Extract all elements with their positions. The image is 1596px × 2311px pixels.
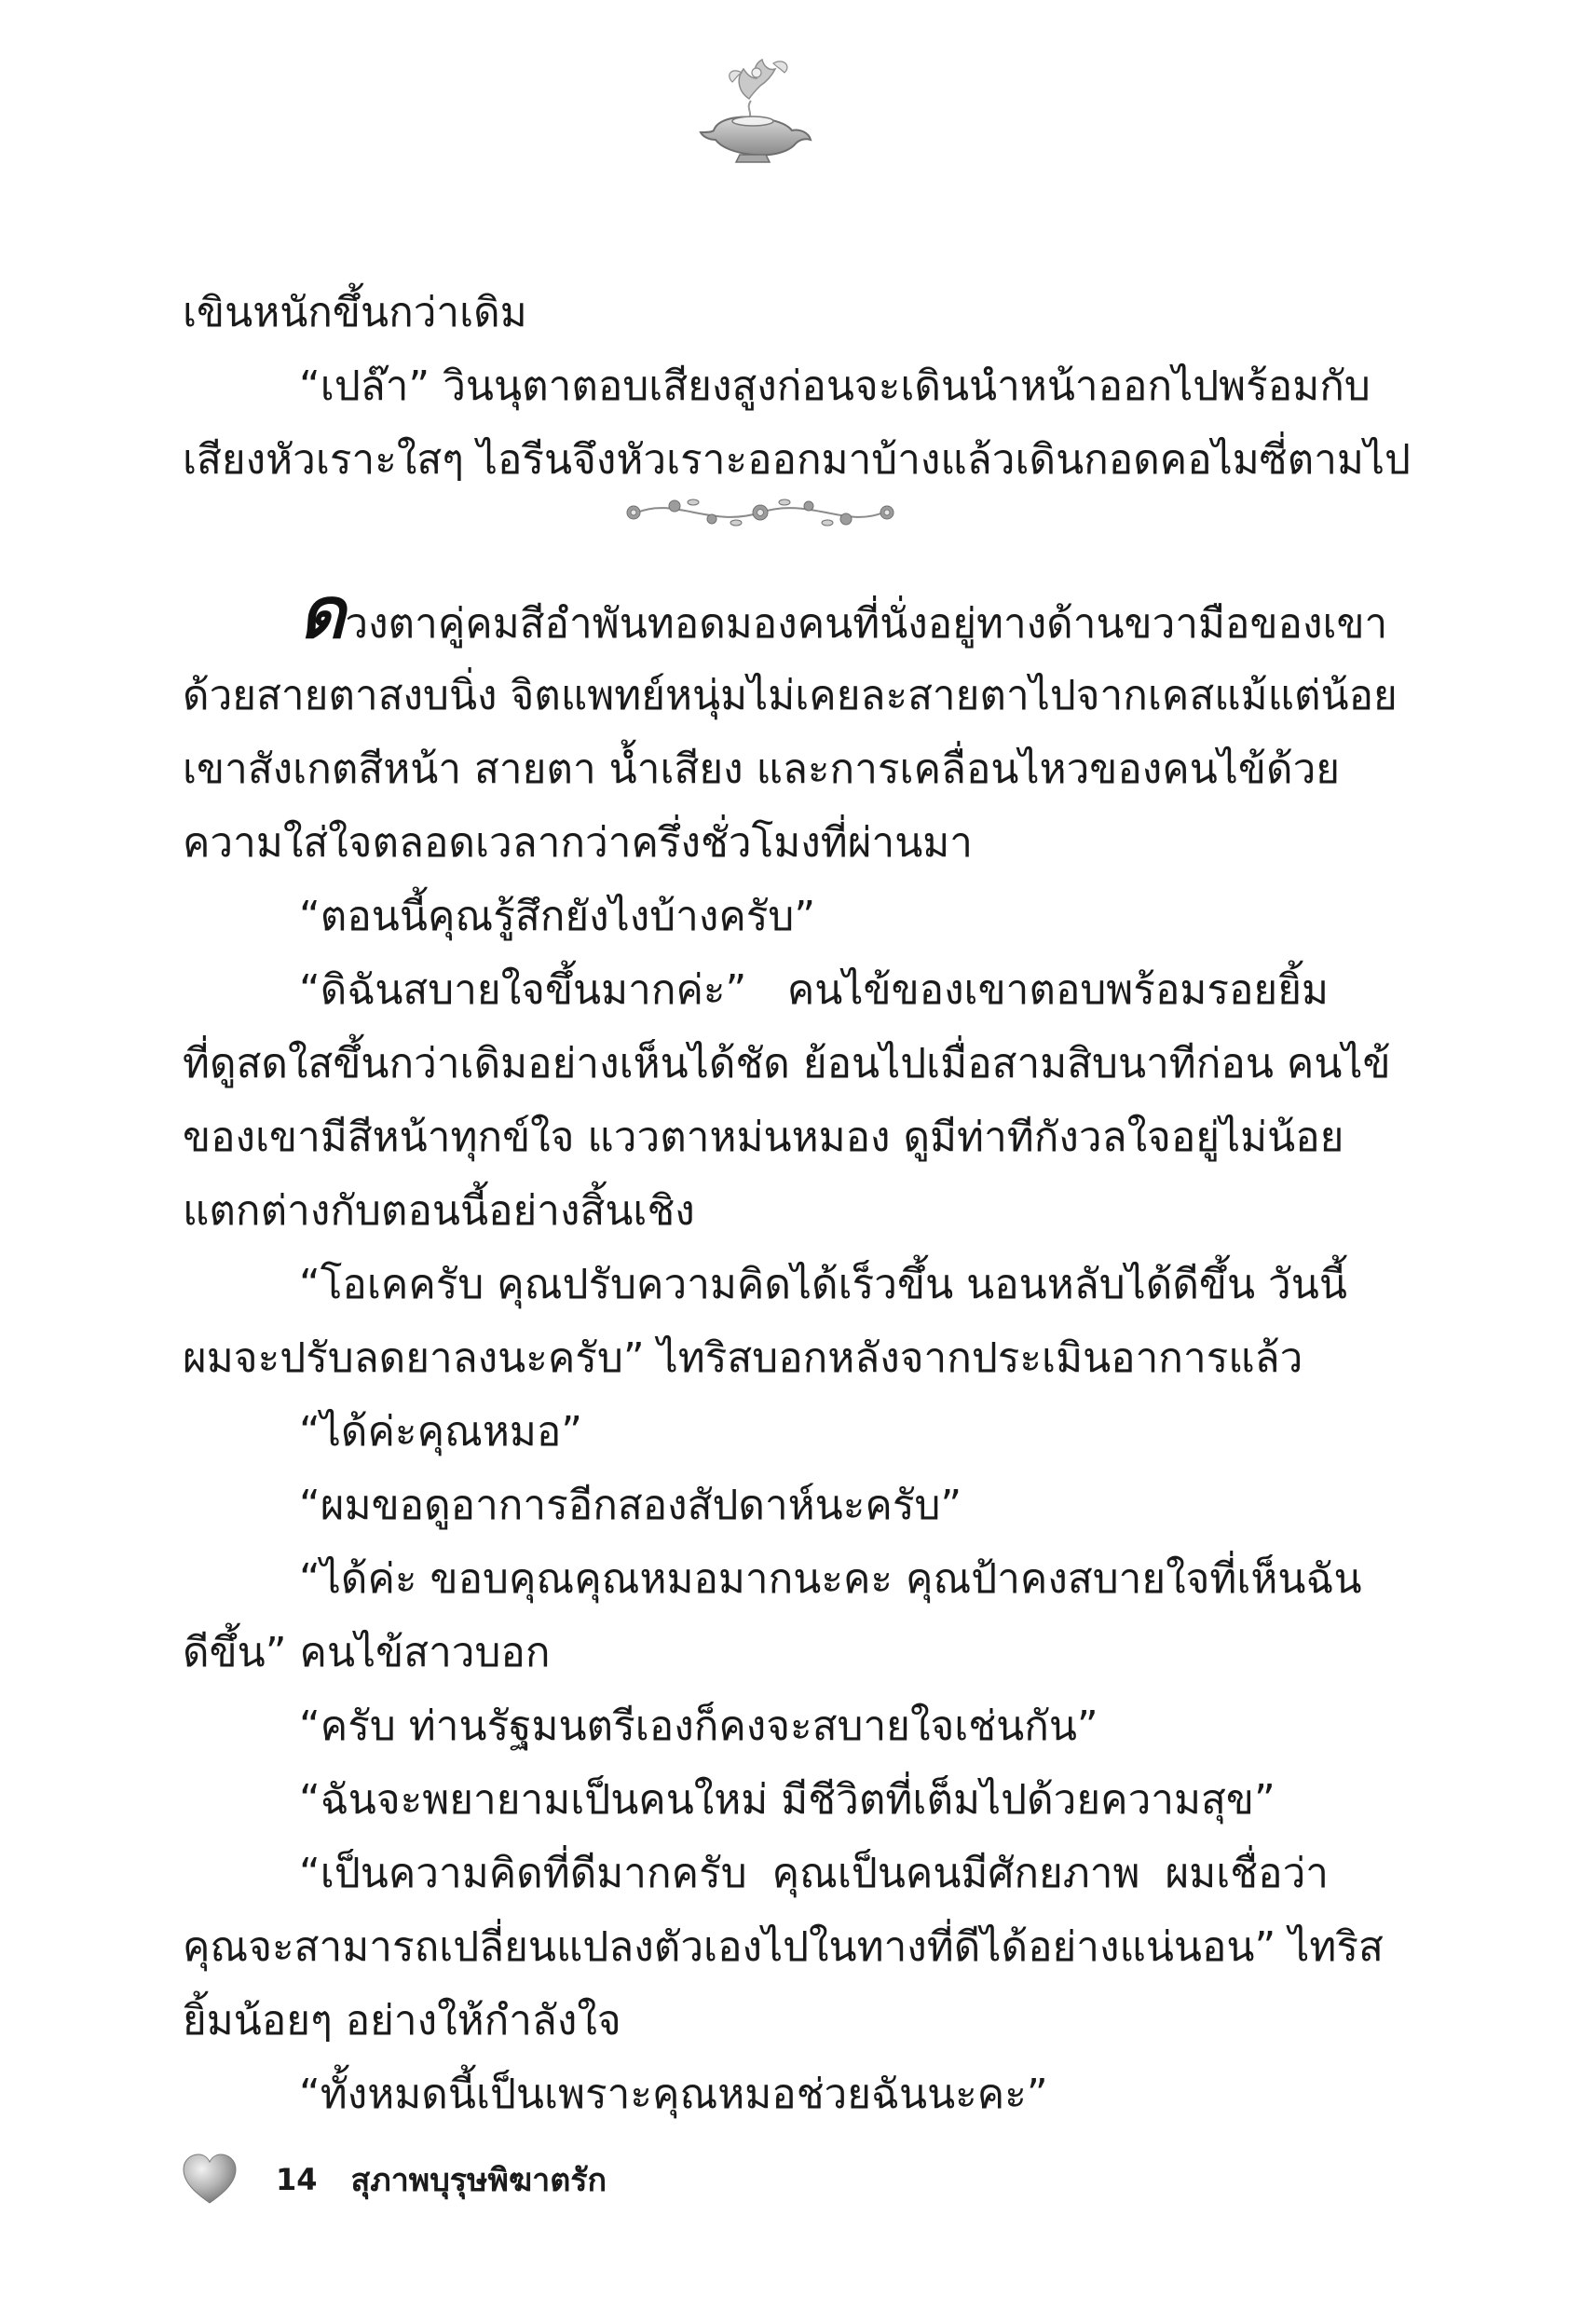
paragraph-first-line <box>183 571 1388 659</box>
paragraph-line: ความใส่ใจตลอดเวลากว่าครึ่งชั่วโมงที่ผ่านมา <box>183 819 973 867</box>
paragraph-line: คุณจะสามารถเปลี่ยนแปลงตัวเองไปในทางที่ดีได้อย่างแน่นอน” ไทริส <box>183 1923 1384 1971</box>
paragraph-line: แตกต่างกับตอนนี้อย่างสิ้นเชิง <box>183 1187 695 1235</box>
paragraph-line: ยิ้มน้อยๆ อย่างให้กำลังใจ <box>183 1997 621 2044</box>
heart-icon <box>181 2153 239 2207</box>
paragraph-line: ที่ดูสดใสขึ้นกว่าเดิมอย่างเห็นได้ชัด ย้อนไปเมื่อสามสิบนาทีก่อน คนไข้ <box>183 1040 1391 1087</box>
page-number: 14 <box>276 2162 318 2197</box>
page-footer <box>181 2149 607 2210</box>
dialogue-line: “ผมขอดูอาการอีกสองสัปดาห์นะครับ” <box>299 1482 962 1529</box>
dialogue-line: “ได้ค่ะ ขอบคุณคุณหมอมากนะคะ คุณป้าคงสบายใจที่เห็นฉัน <box>299 1555 1362 1603</box>
drop-cap: ด <box>299 571 346 654</box>
paragraph-line: เขาสังเกตสีหน้า สายตา น้ำเสียง และการเคลื่อนไหวของคนไข้ด้วย <box>183 745 1341 793</box>
first-line-text: วงตาคู่คมสีอำพันทอดมองคนที่นั่งอยู่ทางด้านขวามือของเขา <box>345 600 1388 648</box>
dialogue-line: “ฉันจะพยายามเป็นคนใหม่ มีชีวิตที่เต็มไปด้วยความสุข” <box>299 1776 1275 1824</box>
paragraph-line: ของเขามีสีหน้าทุกข์ใจ แววตาหม่นหมอง ดูมีท่าทีกังวลใจอยู่ไม่น้อย <box>183 1114 1344 1161</box>
floral-divider-icon <box>619 489 902 536</box>
dialogue-line: “ได้ค่ะคุณหมอ” <box>299 1408 583 1456</box>
genie-lamp-icon <box>695 54 816 164</box>
paragraph-line: ผมจะปรับลดยาลงนะครับ” ไทริสบอกหลังจากประเมินอาการแล้ว <box>183 1334 1303 1382</box>
paragraph-line: เสียงหัวเราะใสๆ ไอรีนจึงหัวเราะออกมาบ้างแล้วเดินกอดคอไมซี่ตามไป <box>183 436 1411 484</box>
paragraph-line: ดีขึ้น” คนไข้สาวบอก <box>183 1629 551 1676</box>
paragraph-line: “เปล๊า” วินนุตาตอบเสียงสูงก่อนจะเดินนำหน้าออกไปพร้อมกับ <box>299 362 1371 410</box>
paragraph-line: เขินหนักขึ้นกว่าเดิม <box>183 289 527 336</box>
dialogue-line: “โอเคครับ คุณปรับความคิดได้เร็วขึ้น นอนหลับได้ดีขึ้น วันนี้ <box>299 1261 1347 1308</box>
dialogue-line: “ตอนนี้คุณรู้สึกยังไงบ้างครับ” <box>299 893 816 940</box>
dialogue-line: “เป็นความคิดที่ดีมากครับ คุณเป็นคนมีศักยภาพ ผมเชื่อว่า <box>299 1850 1329 1897</box>
paragraph-line: ด้วยสายตาสงบนิ่ง จิตแพทย์หนุ่มไม่เคยละสายตาไปจากเคสแม้แต่น้อย <box>183 672 1398 719</box>
dialogue-line: “ครับ ท่านรัฐมนตรีเองก็คงจะสบายใจเช่นกัน” <box>299 1702 1098 1750</box>
section-2-text <box>183 571 1398 2131</box>
dialogue-line: “ดิฉันสบายใจขึ้นมากค่ะ” คนไข้ของเขาตอบพร้อมรอยยิ้ม <box>299 966 1329 1014</box>
section-1-text <box>183 276 1411 497</box>
dialogue-line: “ทั้งหมดนี้เป็นเพราะคุณหมอช่วยฉันนะคะ” <box>299 2071 1048 2118</box>
book-title: สุภาพบุรุษพิฆาตรัก <box>350 2162 607 2199</box>
